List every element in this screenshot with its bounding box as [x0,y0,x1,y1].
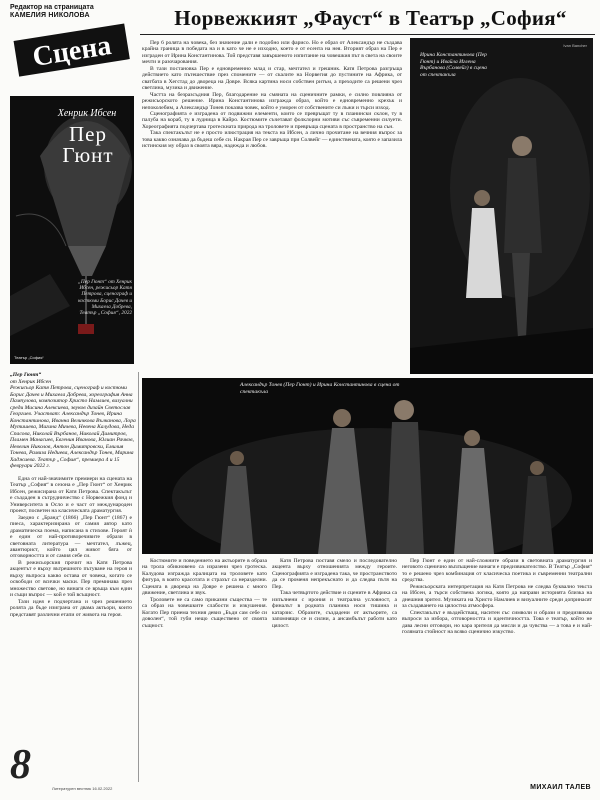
play-poster [10,96,134,364]
article-paragraph: Троловете не са само приказни същества — те са образ на човешките слабости и изкушения. Когато Пер приема техния девиз „Бъди сам себе си доволен“, той губи нещо съществено от своята същност. [142,596,267,629]
poster-footer: Театър „София“ [14,355,44,360]
article-paragraph: Тази идея е подчертана и чрез решението ролята да бъде изиграна от двама актьори, които представят различни етапи от живота на героя. [10,598,132,618]
article-paragraph: Катя Петрова поставя смело и последователно акцента върху отношенията между героите. Сценографията е изградена така, че пространството да се променя непрекъснато и да следва пътя на Пер. [272,558,397,590]
article-bottom-column-3 [402,558,592,780]
production-credits [10,372,138,470]
article-paragraph: Пер Гюнт е един от най-сложните образи в световната драматургия и неговото сценично въплъщение винаги е предизвикателство. В Театър „София“ то е решено чрез комбинация от класическа поетика и съвременни театрални средства. [402,558,592,584]
article-paragraph: Една от най-значимите премиери на сцената на Театър „София“ в сезона е „Пер Гюнт“ от Хенрик Ибсен, режисирана от Катя Петрова. Спектакълът е създаден в сътрудничество с Норвежкия фонд и Университета в Осло и е част от международен проект, посветен на класическата драматургия. [10,476,132,515]
section-rubric [10,22,135,80]
article-bottom-column-2 [272,558,397,780]
footer-note: Литературен вестник 16.02.2022 [52,786,113,791]
page-headline: Норвежкият „Фауст“ в Театър „София“ [174,6,567,30]
editor-name: КАМЕЛИЯ НИКОЛОВА [10,12,90,19]
author-byline: МИХАИЛ ТАЛЕВ [530,784,591,791]
page-number: 8 [10,742,31,788]
poster-title [48,124,128,166]
article-bottom-column-1 [142,558,267,780]
article-paragraph: Костюмите и поведението на актьорите в образа на трола обикновено са изразени чрез гротеска. Калудова изгражда кралицата на троловете като фигура, в която красотата и страхът са неразделни. Сцената в двореца на Довре е решена с много движение, светлина и звук. [142,558,267,597]
column-divider [138,372,139,782]
article-center-column [142,40,402,372]
poster-title-line2: Гюнт [62,143,114,167]
photo-main [142,378,593,554]
article-paragraph: Сценографията е изградена от подвижни елементи, които се превръщат ту в планински склон, ту в палуба на кораб, ту в лудница в Кайро. Костюмите съчетават фолклорни мотиви със съвременни силуети. Хореографията подчертава гротескната природа на троловете и превръща сцената в пространство на сън. [142,110,402,130]
rubric-label: Сцена [30,30,114,73]
article-paragraph: Заедно с „Бранд“ (1866) „Пер Гюнт“ (1867) е пиеса, характеризирана от самия автор като драматическа поема, написана в стихове. Героят ѝ е един от най-противоречивите образи в световната литература — мечтател, лъжец, авантюрист, който цял живот бяга от отговорността и от самия себе си. [10,514,132,560]
article-left-column [10,476,132,781]
poster-title-line1: Пер [69,122,107,146]
article-paragraph: Пер 6 ролята на човека, без значение дали е подобно или фарисо. Но е образ от Александър не създава крайна граница в победата на и в като че не е изходно, което е от есента на нея. Вторият образ на Пер е изграден от Ирина Константинова. Той представя завършеното изпитание на човешкия път в света на своите мечти и разочарования. [142,40,402,66]
credits-title: „Пер Гюнт“ [10,372,42,378]
credits-author: от Хенрик Ибсен [10,378,51,385]
article-paragraph: В режисьорския прочит на Катя Петрова акцентът е върху вътрешното пътуване на героя и върху въпроса какво остава от човека, когато се освободи от всички маски. Пер преминава през множество светове, но винаги се връща към един и същи въпрос — кой е той всъщност. [10,559,132,599]
poster-author: Хенрик Ибсен [57,108,117,119]
article-paragraph: Режисьорската интерпретация на Катя Петрова не следва буквално текста на Ибсен, а търси собствена логика, която да направи историята близка на днешния зрител. Музиката на Христо Намлиев и визуалните среди допринасят за създаването на цялостна атмосфера. [402,583,592,610]
photo-credit: Ivan Bancher [563,43,587,48]
editor-label: Редактор на страницата [10,4,94,11]
photo-top-right [410,38,593,374]
photo-caption-main: Александър Тонев (Пер Гюнт) и Ирина Константинова в сцена от спектакъла [240,382,400,395]
article-paragraph: Така спектакълът не е просто илюстрация на текста на Ибсен, а лично прочитане на вечния въпрос за това какво означава да бъдеш себе си. Накрая Пер се завръща при Солвейг — единствената, която е запазила истинския му образ в своята вяра, надежда и любов. [142,130,402,150]
photo-caption-top-right: Ирина Константинова (Пер Гюнт) и Ивайла Иглена Върбанова (Солвейг) в сцена от спектакъла [420,52,487,78]
article-paragraph: В тази постановка Пер е едновременно млад и стар, мечтател и грешник. Катя Петрова разгръща действието като пътешествие през спомените — от скалите на Норвегия до пустините на Африка, от сватбата в Хегстад до двореца на Довре. Всяка картина носи собствен ритъм, а преходите са решени чрез светлина, музика и движение. [142,65,402,92]
article-paragraph: Частта на безразсъдния Пер, благодарение на смяната на сценичните рамки, е силно повлияна от режисьорското решение. Ирина Константинова изгражда образ, който е едновременно крехък и непоколебим, а Александър Тонев показва човек, който е уморен от собствените си лъжи и търси изход. [142,91,402,111]
editor-credit [10,4,135,20]
article-paragraph: Така четвъртото действие и сцените в Африка са изпълнени с ирония и театрална условност, а финалът в родната планина носи тишина и катарзис. Образите, създадени от актьорите, са запомнящи се и силни, а ансамбълът работи като цялост. [272,590,397,629]
stage-photo-1 [410,38,593,374]
credits-body: Режисьор Катя Петрова, сценограф и костюми Борис Дачев и Михаела Добрева, хореография Анна Пампулова, композитор Христо Намлиев, визуални среди Мисина Алексиева, звуков дизайн Светослав Георгиев. Участват: Александър Тонев, Ирина Константинова, Иванна Величкова Вълканова, Лора Мутишева, Мигина Мичева, Невена Калудова, Неда Спасова, Николай Върбанов, Николай Димитров, Пламен Манасиев, Евгения Иванова, Юлиан Рачков, Невелин Николов, Антон Димитровски, Емилия Тонева, Рамиза Недиева, Александър Тонев, Марина Хаджиева. Театър „София“, премиера 4 и 15 февруари 2022 г. [10,385,136,469]
stage-photo-2 [142,378,593,554]
header-divider [140,34,595,35]
poster-caption: „Пер Гюнт“ от Хенрик Ибсен, режисьор Катя Петрова, сценограф и костюми Борис Дачев и Михаела Добрева, Театър „София“, 2022 [77,279,132,317]
article-paragraph: Спектакълът е въздействащ, наситен със символи и образи и предизвиква въпроси за избора, отговорността и идентичността. Това е театър, който не дава лесни отговори, но кара зрителя да мисли и да чувства — а това е и най-голямата стойност на всяко сценично изкуство. [402,609,592,635]
